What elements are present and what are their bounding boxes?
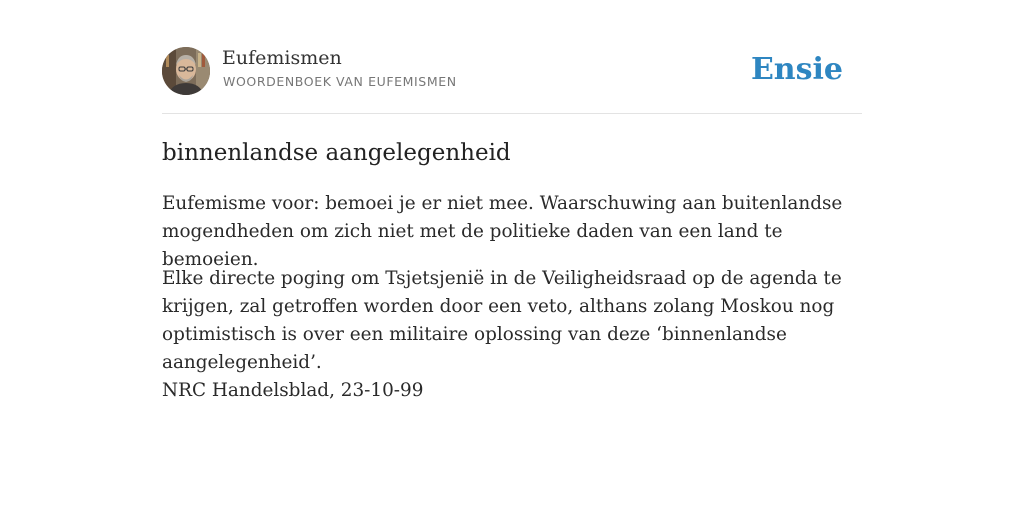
entry-example-quote: Elke directe poging om Tsjetsjenië in de Veiligheidsraad op de agenda te krijgen, zal getroffen worden door een veto, althans zolang Moskou nog optimistisch is over een militaire oplossing van deze ‘binnenlandse aangelegenheid’. xyxy=(162,268,842,373)
author-portrait-icon xyxy=(162,47,210,95)
header-divider xyxy=(162,113,862,114)
brand-logo[interactable]: Ensie xyxy=(750,52,843,87)
author-subtitle[interactable]: WOORDENBOEK VAN EUFEMISMEN xyxy=(223,74,457,89)
entry-source: NRC Handelsblad, 23-10-99 xyxy=(162,380,424,401)
author-avatar[interactable] xyxy=(162,47,210,95)
entry-definition: Eufemisme voor: bemoei je er niet mee. Waarschuwing aan buitenlandse mogendheden om zich niet met de politieke daden van een land te bemoeien. xyxy=(162,193,843,270)
entry-headword: binnenlandse aangelegenheid xyxy=(162,140,511,166)
entry-card xyxy=(162,0,862,512)
author-name[interactable]: Eufemismen xyxy=(222,47,342,69)
entry-header xyxy=(162,46,862,96)
